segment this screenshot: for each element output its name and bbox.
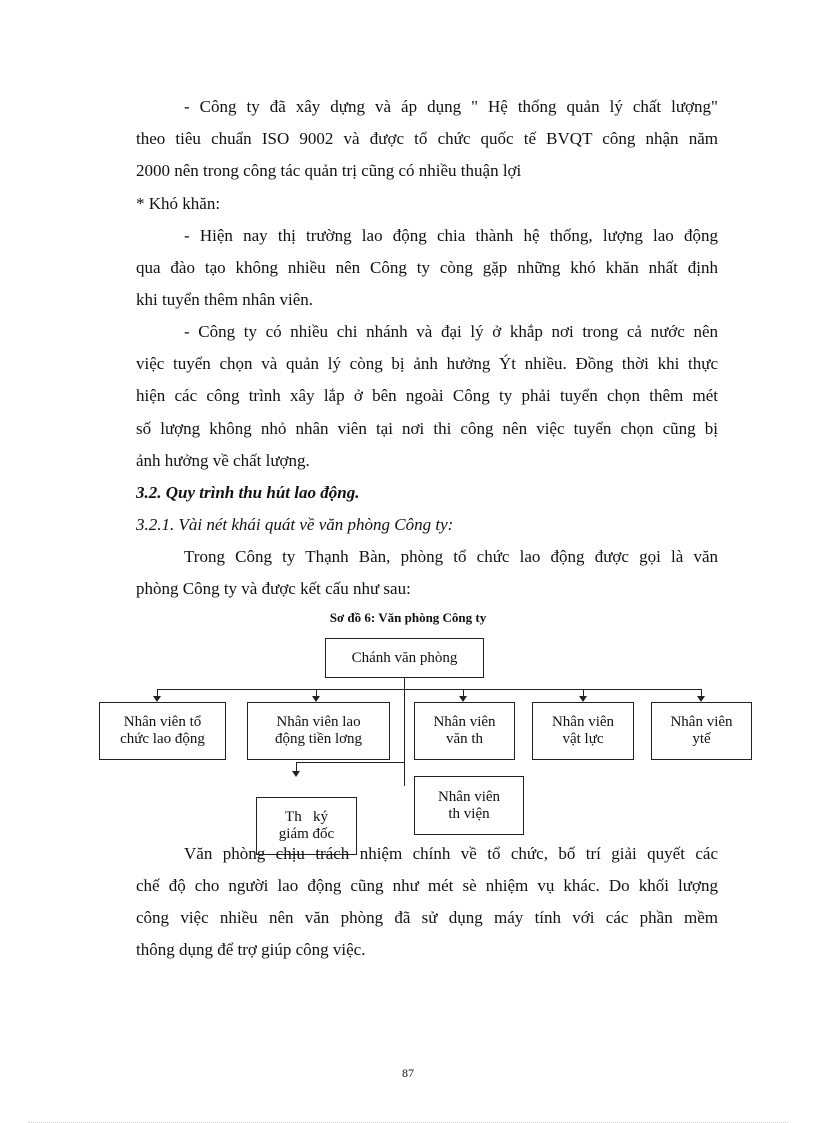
paragraph-line: - Công ty đã xây dựng và áp dụng " Hệ thống quản lý chất lượng"	[184, 97, 718, 116]
org-node-label: Chánh văn phòng	[351, 649, 458, 666]
org-node-chief	[325, 638, 484, 678]
section-heading: 3.2. Quy trình thu hút lao động.	[136, 483, 360, 502]
paragraph-line: thông dụng để trợ giúp công việc.	[136, 940, 366, 959]
paragraph-line: hiện các công trình xây lắp ở bên ngoài Công ty phải tuyển chọn thêm mét	[136, 386, 718, 405]
org-node-label: Nhân viên	[433, 714, 496, 730]
org-node-label: Nhân viên lao	[276, 714, 361, 730]
org-node-staff	[651, 702, 752, 760]
diagram-caption: Sơ đồ 6: Văn phòng Công ty	[329, 610, 487, 625]
org-node-label: Nhân viên	[670, 714, 733, 730]
paragraph-line: - Công ty có nhiều chi nhánh và đại lý ở khắp nơi trong cả nước nên	[184, 322, 718, 341]
paragraph-line: công việc nhiều nên văn phòng đã sử dụng máy tính với các phần mềm	[136, 908, 718, 927]
paragraph-line: phòng Công ty và được kết cấu như sau:	[136, 579, 411, 598]
paragraph-line: ảnh hưởng về chất lượng.	[136, 451, 310, 470]
paragraph-line: chế độ cho người lao động cũng như mét sè nhiệm vụ khác. Do khối lượng	[136, 876, 718, 895]
connector-line	[157, 689, 702, 690]
paragraph-line: số lượng không nhỏ nhân viên tại nơi thi công nên việc tuyển chọn cũng bị	[136, 419, 718, 438]
org-node-staff	[247, 702, 390, 760]
org-node-label: giám đốc	[278, 826, 335, 842]
paragraph-line: 2000 nên trong công tác quản trị cũng có nhiều thuận lợi	[136, 161, 522, 180]
org-node-label: th viện	[448, 805, 490, 822]
paragraph-line: theo tiêu chuẩn ISO 9002 và được tổ chức quốc tế BVQT công nhận năm	[136, 129, 718, 148]
difficulty-label: * Khó khăn:	[136, 194, 221, 213]
org-node-label: Th ký	[285, 809, 328, 825]
paragraph-line: Văn phòng chịu trách nhiệm chính về tổ chức, bố trí giải quyết các	[184, 844, 718, 863]
org-node-label: Nhân viên tổ	[123, 714, 202, 730]
connector-line	[404, 762, 405, 786]
org-node-staff	[99, 702, 226, 760]
org-node-label: Nhân viên	[551, 714, 615, 730]
connector-line	[296, 762, 404, 763]
paragraph-line: - Hiện nay thị trường lao động chia thành hệ thống, lượng lao động	[184, 226, 718, 245]
paragraph-line: Trong Công ty Thạnh Bàn, phòng tổ chức lao động được gọi là văn	[184, 547, 718, 566]
paragraph-line: việc tuyển chọn và quản lý còng bị ảnh hưởng Ýt nhiều. Đồng thời khi thực	[136, 354, 718, 373]
org-node-staff	[414, 702, 515, 760]
subsection-heading: 3.2.1. Vài nét khái quát về văn phòng Công ty:	[136, 515, 454, 534]
org-node-librarian	[414, 776, 524, 835]
org-node-label: văn th	[445, 731, 484, 747]
paragraph-line: khi tuyển thêm nhân viên.	[136, 290, 314, 309]
org-node-label: chức lao động	[120, 731, 205, 747]
org-node-label: động tiền lơng	[274, 731, 363, 747]
page-number: 87	[402, 1066, 414, 1080]
arrow-down-icon	[292, 771, 300, 777]
org-node-label: Nhân viên	[437, 788, 501, 805]
paragraph-line: qua đào tạo không nhiều nên Công ty còng gặp những khó khăn nhất định	[136, 258, 718, 277]
org-node-label: ytế	[692, 731, 711, 747]
org-node-staff	[532, 702, 634, 760]
org-node-label: vật lực	[562, 731, 604, 747]
